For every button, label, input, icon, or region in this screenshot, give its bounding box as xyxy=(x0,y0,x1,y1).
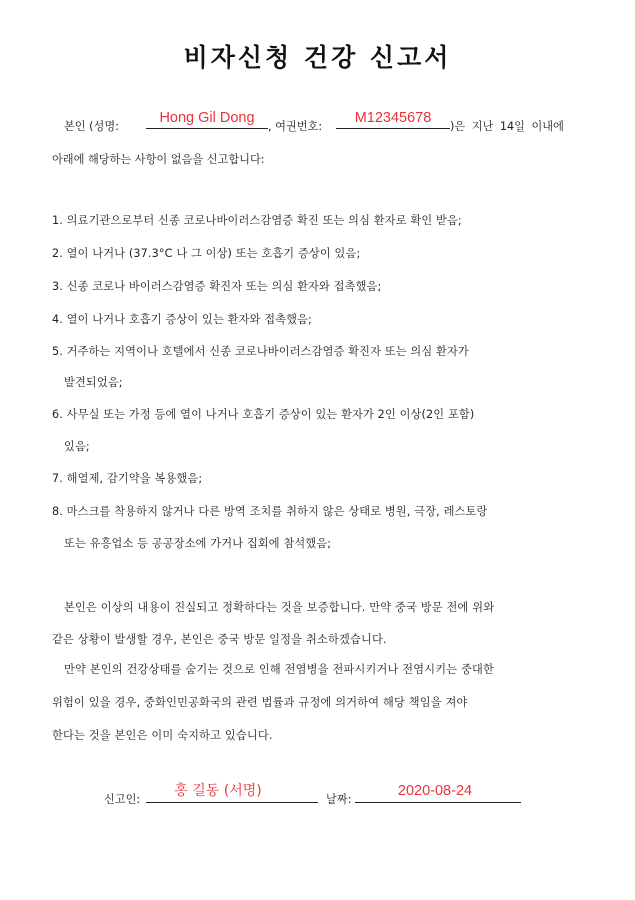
declarant-field[interactable] xyxy=(146,784,318,803)
date-field[interactable] xyxy=(355,784,521,803)
item-2: 2. 열이 나거나 (37.3°C 나 그 이상) 또는 호흡기 증상이 있음; xyxy=(52,247,361,260)
item-5: 5. 거주하는 지역이나 호텔에서 신종 코로나바이러스감염증 확진자 또는 의심 환자가 xyxy=(52,345,469,358)
item-6: 6. 사무실 또는 가정 등에 열이 나거나 호흡기 증상이 있는 환자가 2인 이상(2인 포함) xyxy=(52,408,475,421)
intro-line-2: 아래에 해당하는 사항이 없음을 신고합니다: xyxy=(52,153,265,166)
passport-value: M12345678 xyxy=(354,110,432,126)
declarant-signature: 홍 길동 (서명) xyxy=(174,783,262,799)
statement-line-1: 본인은 이상의 내용이 진실되고 정확하다는 것을 보증합니다. 만약 중국 방문 전에 위와 xyxy=(64,601,495,614)
item-1: 1. 의료기관으로부터 신종 코로나바이러스감염증 확진 또는 의심 환자로 확인 받음; xyxy=(52,214,462,227)
document-title: 비자신청 건강 신고서 xyxy=(183,43,452,72)
statement-line-5: 한다는 것을 본인은 이미 숙지하고 있습니다. xyxy=(52,729,273,742)
name-value: Hong Gil Dong xyxy=(159,110,255,126)
date-value: 2020-08-24 xyxy=(397,783,473,799)
statement-line-2: 같은 상황이 발생할 경우, 본인은 중국 방문 일정을 취소하겠습니다. xyxy=(52,633,387,646)
intro-suffix: )은 지난 14일 이내에 xyxy=(450,120,564,133)
passport-field[interactable] xyxy=(336,110,450,129)
item-6-continued: 있음; xyxy=(64,440,90,453)
item-3: 3. 신종 코로나 바이러스감염증 확진자 또는 의심 환자와 접촉했음; xyxy=(52,280,382,293)
passport-label: , 여권번호: xyxy=(268,120,323,133)
item-8: 8. 마스크를 착용하지 않거나 다른 방역 조치를 취하지 않은 상태로 병원, 극장, 레스토랑 xyxy=(52,505,488,518)
statement-line-3: 만약 본인의 건강상태를 숨기는 것으로 인해 전염병을 전파시키거나 전염시키는 중대한 xyxy=(64,663,495,676)
item-7: 7. 해열제, 감기약을 복용했음; xyxy=(52,472,203,485)
statement-line-4: 위험이 있을 경우, 중화인민공화국의 관련 법률과 규정에 의거하여 해당 책임을 져야 xyxy=(52,696,468,709)
date-label: 날짜: xyxy=(326,793,352,806)
item-8-continued: 또는 유흥업소 등 공공장소에 가거나 집회에 참석했음; xyxy=(64,537,332,550)
name-field[interactable] xyxy=(146,110,268,129)
name-label: 본인 (성명: xyxy=(64,120,119,133)
declarant-label: 신고인: xyxy=(104,793,141,806)
item-4: 4. 열이 나거나 호흡기 증상이 있는 환자와 접촉했음; xyxy=(52,313,312,326)
item-5-continued: 발견되었음; xyxy=(64,376,123,389)
